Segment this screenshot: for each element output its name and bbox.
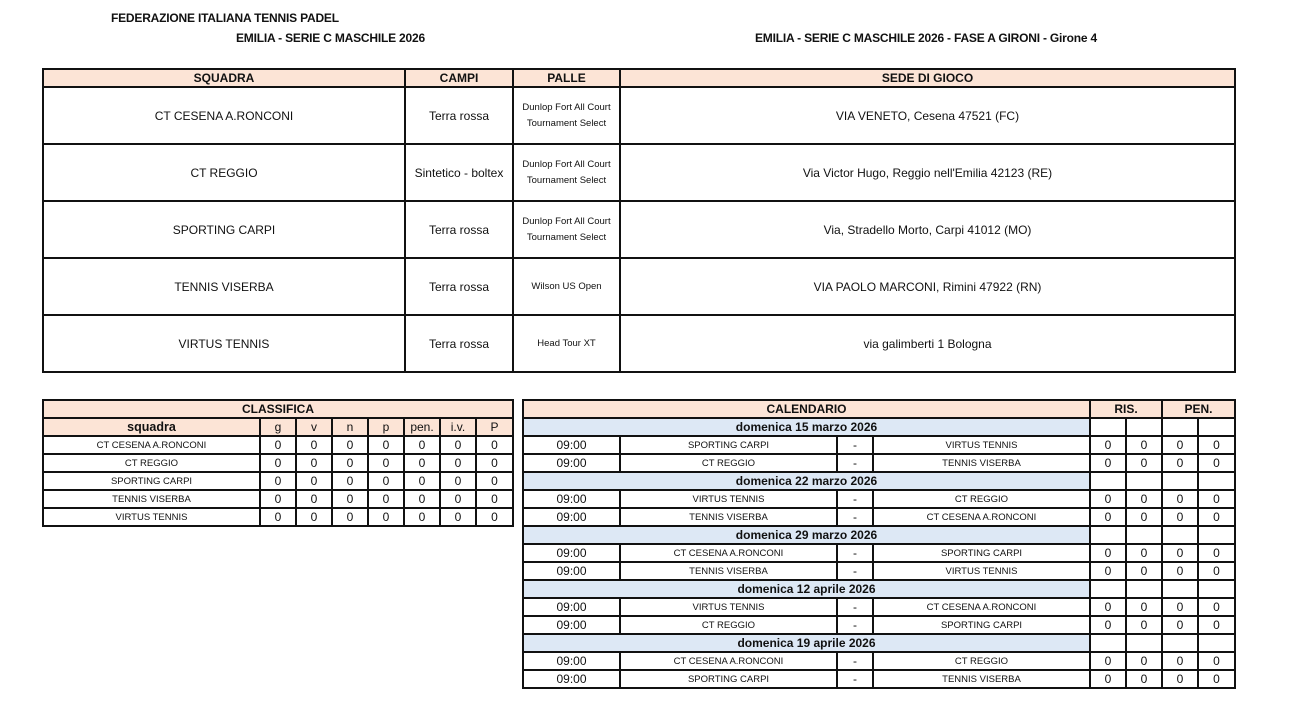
match-time: 09:00	[523, 616, 620, 634]
standings-penalties: 0	[404, 472, 440, 490]
match-row	[523, 508, 1235, 526]
match-row	[523, 616, 1235, 634]
empty-score-cell	[1126, 418, 1162, 436]
away-team: SPORTING CARPI	[873, 544, 1090, 562]
result-away: 0	[1126, 436, 1162, 454]
result-home: 0	[1090, 490, 1126, 508]
teams-header-row	[43, 69, 1235, 87]
standings-row	[43, 472, 513, 490]
home-team: VIRTUS TENNIS	[620, 598, 837, 616]
penalty-home: 0	[1162, 436, 1198, 454]
penalty-away: 0	[1198, 616, 1235, 634]
standings-penalties: 0	[404, 436, 440, 454]
col-header-g: g	[260, 418, 296, 436]
home-team: TENNIS VISERBA	[620, 508, 837, 526]
result-away: 0	[1126, 454, 1162, 472]
match-separator: -	[837, 616, 873, 634]
standings-iv: 0	[440, 472, 476, 490]
round-date-row	[523, 634, 1235, 652]
col-header-sede: SEDE DI GIOCO	[620, 69, 1235, 87]
match-separator: -	[837, 508, 873, 526]
standings-played: 0	[260, 436, 296, 454]
standings-drawn: 0	[332, 490, 368, 508]
match-time: 09:00	[523, 544, 620, 562]
standings-points: 0	[476, 436, 513, 454]
standings-row	[43, 436, 513, 454]
match-time: 09:00	[523, 562, 620, 580]
away-team: VIRTUS TENNIS	[873, 436, 1090, 454]
col-header-points: P	[476, 418, 513, 436]
col-header-squadra: SQUADRA	[43, 69, 405, 87]
away-team: CT CESENA A.RONCONI	[873, 598, 1090, 616]
col-header-n: n	[332, 418, 368, 436]
penalty-home: 0	[1162, 598, 1198, 616]
standings-penalties: 0	[404, 454, 440, 472]
standings-lost: 0	[368, 508, 404, 526]
standings-iv: 0	[440, 490, 476, 508]
round-date-row	[523, 418, 1235, 436]
result-home: 0	[1090, 652, 1126, 670]
empty-score-cell	[1162, 418, 1198, 436]
match-time: 09:00	[523, 508, 620, 526]
result-home: 0	[1090, 616, 1126, 634]
away-team: TENNIS VISERBA	[873, 670, 1090, 688]
team-name: CT REGGIO	[43, 144, 405, 201]
standings-points: 0	[476, 508, 513, 526]
result-away: 0	[1126, 652, 1162, 670]
result-away: 0	[1126, 616, 1162, 634]
calendario-table	[522, 399, 1236, 689]
round-date: domenica 29 marzo 2026	[523, 526, 1090, 544]
empty-score-cell	[1162, 580, 1198, 598]
pen-header: PEN.	[1162, 400, 1235, 418]
home-team: SPORTING CARPI	[620, 670, 837, 688]
empty-score-cell	[1090, 580, 1126, 598]
match-separator: -	[837, 670, 873, 688]
ris-header: RIS.	[1090, 400, 1162, 418]
balls-brand: Dunlop Fort All Court Tournament Select	[513, 201, 620, 258]
empty-score-cell	[1162, 526, 1198, 544]
match-row	[523, 670, 1235, 688]
court-surface: Terra rossa	[405, 87, 513, 144]
col-header-pen: pen.	[404, 418, 440, 436]
empty-score-cell	[1198, 580, 1235, 598]
home-team: VIRTUS TENNIS	[620, 490, 837, 508]
standings-lost: 0	[368, 472, 404, 490]
empty-score-cell	[1162, 634, 1198, 652]
result-away: 0	[1126, 562, 1162, 580]
penalty-away: 0	[1198, 652, 1235, 670]
penalty-away: 0	[1198, 436, 1235, 454]
penalty-away: 0	[1198, 490, 1235, 508]
penalty-away: 0	[1198, 562, 1235, 580]
classifica-title-row	[43, 400, 513, 418]
empty-score-cell	[1126, 580, 1162, 598]
penalty-home: 0	[1162, 670, 1198, 688]
standings-team-name: SPORTING CARPI	[43, 472, 260, 490]
home-team: CT CESENA A.RONCONI	[620, 544, 837, 562]
standings-lost: 0	[368, 490, 404, 508]
teams-table	[42, 68, 1236, 373]
court-surface: Terra rossa	[405, 315, 513, 372]
team-row	[43, 315, 1235, 372]
match-row	[523, 544, 1235, 562]
team-row	[43, 201, 1235, 258]
home-team: TENNIS VISERBA	[620, 562, 837, 580]
col-header-p: p	[368, 418, 404, 436]
match-row	[523, 454, 1235, 472]
standings-row	[43, 454, 513, 472]
standings-drawn: 0	[332, 508, 368, 526]
federation-title: FEDERAZIONE ITALIANA TENNIS PADEL	[111, 11, 339, 25]
calendario-title: CALENDARIO	[523, 400, 1090, 418]
result-home: 0	[1090, 562, 1126, 580]
empty-score-cell	[1090, 418, 1126, 436]
classifica-title: CLASSIFICA	[43, 400, 513, 418]
penalty-home: 0	[1162, 616, 1198, 634]
round-date-row	[523, 472, 1235, 490]
standings-won: 0	[296, 454, 332, 472]
round-date: domenica 12 aprile 2026	[523, 580, 1090, 598]
match-time: 09:00	[523, 436, 620, 454]
empty-score-cell	[1162, 472, 1198, 490]
standings-team-name: VIRTUS TENNIS	[43, 508, 260, 526]
round-date: domenica 19 aprile 2026	[523, 634, 1090, 652]
away-team: CT CESENA A.RONCONI	[873, 508, 1090, 526]
penalty-away: 0	[1198, 508, 1235, 526]
empty-score-cell	[1090, 634, 1126, 652]
empty-score-cell	[1198, 634, 1235, 652]
result-home: 0	[1090, 598, 1126, 616]
empty-score-cell	[1126, 634, 1162, 652]
classifica-header-row	[43, 418, 513, 436]
away-team: CT REGGIO	[873, 652, 1090, 670]
home-team: CT CESENA A.RONCONI	[620, 652, 837, 670]
result-home: 0	[1090, 544, 1126, 562]
empty-score-cell	[1126, 472, 1162, 490]
match-separator: -	[837, 544, 873, 562]
standings-lost: 0	[368, 454, 404, 472]
result-away: 0	[1126, 490, 1162, 508]
away-team: VIRTUS TENNIS	[873, 562, 1090, 580]
penalty-home: 0	[1162, 454, 1198, 472]
standings-row	[43, 508, 513, 526]
balls-brand: Wilson US Open	[513, 258, 620, 315]
penalty-home: 0	[1162, 544, 1198, 562]
col-header-iv: i.v.	[440, 418, 476, 436]
result-away: 0	[1126, 598, 1162, 616]
standings-played: 0	[260, 508, 296, 526]
standings-drawn: 0	[332, 436, 368, 454]
result-home: 0	[1090, 508, 1126, 526]
standings-played: 0	[260, 490, 296, 508]
balls-brand: Dunlop Fort All Court Tournament Select	[513, 87, 620, 144]
empty-score-cell	[1198, 526, 1235, 544]
standings-won: 0	[296, 490, 332, 508]
balls-brand: Head Tour XT	[513, 315, 620, 372]
match-separator: -	[837, 490, 873, 508]
match-row	[523, 562, 1235, 580]
empty-score-cell	[1090, 472, 1126, 490]
penalty-away: 0	[1198, 670, 1235, 688]
group-title: EMILIA - SERIE C MASCHILE 2026 - FASE A GIRONI - Girone 4	[755, 31, 1097, 45]
penalty-away: 0	[1198, 454, 1235, 472]
standings-drawn: 0	[332, 472, 368, 490]
result-away: 0	[1126, 508, 1162, 526]
round-date-row	[523, 526, 1235, 544]
penalty-away: 0	[1198, 598, 1235, 616]
home-team: CT REGGIO	[620, 454, 837, 472]
team-name: CT CESENA A.RONCONI	[43, 87, 405, 144]
col-header-palle: PALLE	[513, 69, 620, 87]
team-row	[43, 144, 1235, 201]
away-team: SPORTING CARPI	[873, 616, 1090, 634]
standings-iv: 0	[440, 436, 476, 454]
team-row	[43, 87, 1235, 144]
empty-score-cell	[1198, 418, 1235, 436]
round-date: domenica 22 marzo 2026	[523, 472, 1090, 490]
empty-score-cell	[1126, 526, 1162, 544]
match-time: 09:00	[523, 652, 620, 670]
standings-penalties: 0	[404, 508, 440, 526]
venue-address: VIA PAOLO MARCONI, Rimini 47922 (RN)	[620, 258, 1235, 315]
standings-points: 0	[476, 490, 513, 508]
standings-team-name: CT REGGIO	[43, 454, 260, 472]
home-team: CT REGGIO	[620, 616, 837, 634]
team-name: VIRTUS TENNIS	[43, 315, 405, 372]
venue-address: Via, Stradello Morto, Carpi 41012 (MO)	[620, 201, 1235, 258]
away-team: CT REGGIO	[873, 490, 1090, 508]
team-name: TENNIS VISERBA	[43, 258, 405, 315]
court-surface: Sintetico - boltex	[405, 144, 513, 201]
match-separator: -	[837, 652, 873, 670]
empty-score-cell	[1090, 526, 1126, 544]
empty-score-cell	[1198, 472, 1235, 490]
standings-team-name: CT CESENA A.RONCONI	[43, 436, 260, 454]
standings-played: 0	[260, 454, 296, 472]
result-home: 0	[1090, 670, 1126, 688]
standings-penalties: 0	[404, 490, 440, 508]
match-row	[523, 490, 1235, 508]
match-separator: -	[837, 454, 873, 472]
away-team: TENNIS VISERBA	[873, 454, 1090, 472]
standings-drawn: 0	[332, 454, 368, 472]
penalty-home: 0	[1162, 562, 1198, 580]
col-header-v: v	[296, 418, 332, 436]
home-team: SPORTING CARPI	[620, 436, 837, 454]
standings-team-name: TENNIS VISERBA	[43, 490, 260, 508]
team-row	[43, 258, 1235, 315]
standings-points: 0	[476, 454, 513, 472]
penalty-home: 0	[1162, 508, 1198, 526]
match-row	[523, 598, 1235, 616]
penalty-away: 0	[1198, 544, 1235, 562]
round-date-row	[523, 580, 1235, 598]
standings-won: 0	[296, 436, 332, 454]
match-time: 09:00	[523, 454, 620, 472]
standings-points: 0	[476, 472, 513, 490]
court-surface: Terra rossa	[405, 201, 513, 258]
col-header-squadra: squadra	[43, 418, 260, 436]
venue-address: VIA VENETO, Cesena 47521 (FC)	[620, 87, 1235, 144]
col-header-campi: CAMPI	[405, 69, 513, 87]
result-away: 0	[1126, 670, 1162, 688]
match-row	[523, 652, 1235, 670]
classifica-table	[42, 399, 514, 527]
venue-address: via galimberti 1 Bologna	[620, 315, 1235, 372]
match-separator: -	[837, 562, 873, 580]
penalty-home: 0	[1162, 490, 1198, 508]
championship-title: EMILIA - SERIE C MASCHILE 2026	[236, 31, 425, 45]
penalty-home: 0	[1162, 652, 1198, 670]
match-time: 09:00	[523, 670, 620, 688]
standings-iv: 0	[440, 454, 476, 472]
venue-address: Via Victor Hugo, Reggio nell'Emilia 42123 (RE)	[620, 144, 1235, 201]
result-home: 0	[1090, 454, 1126, 472]
balls-brand: Dunlop Fort All Court Tournament Select	[513, 144, 620, 201]
standings-won: 0	[296, 508, 332, 526]
standings-iv: 0	[440, 508, 476, 526]
match-separator: -	[837, 598, 873, 616]
standings-lost: 0	[368, 436, 404, 454]
standings-row	[43, 490, 513, 508]
court-surface: Terra rossa	[405, 258, 513, 315]
round-date: domenica 15 marzo 2026	[523, 418, 1090, 436]
match-row	[523, 436, 1235, 454]
match-time: 09:00	[523, 598, 620, 616]
standings-won: 0	[296, 472, 332, 490]
result-home: 0	[1090, 436, 1126, 454]
standings-played: 0	[260, 472, 296, 490]
result-away: 0	[1126, 544, 1162, 562]
team-name: SPORTING CARPI	[43, 201, 405, 258]
match-separator: -	[837, 436, 873, 454]
match-time: 09:00	[523, 490, 620, 508]
calendario-title-row	[523, 400, 1235, 418]
